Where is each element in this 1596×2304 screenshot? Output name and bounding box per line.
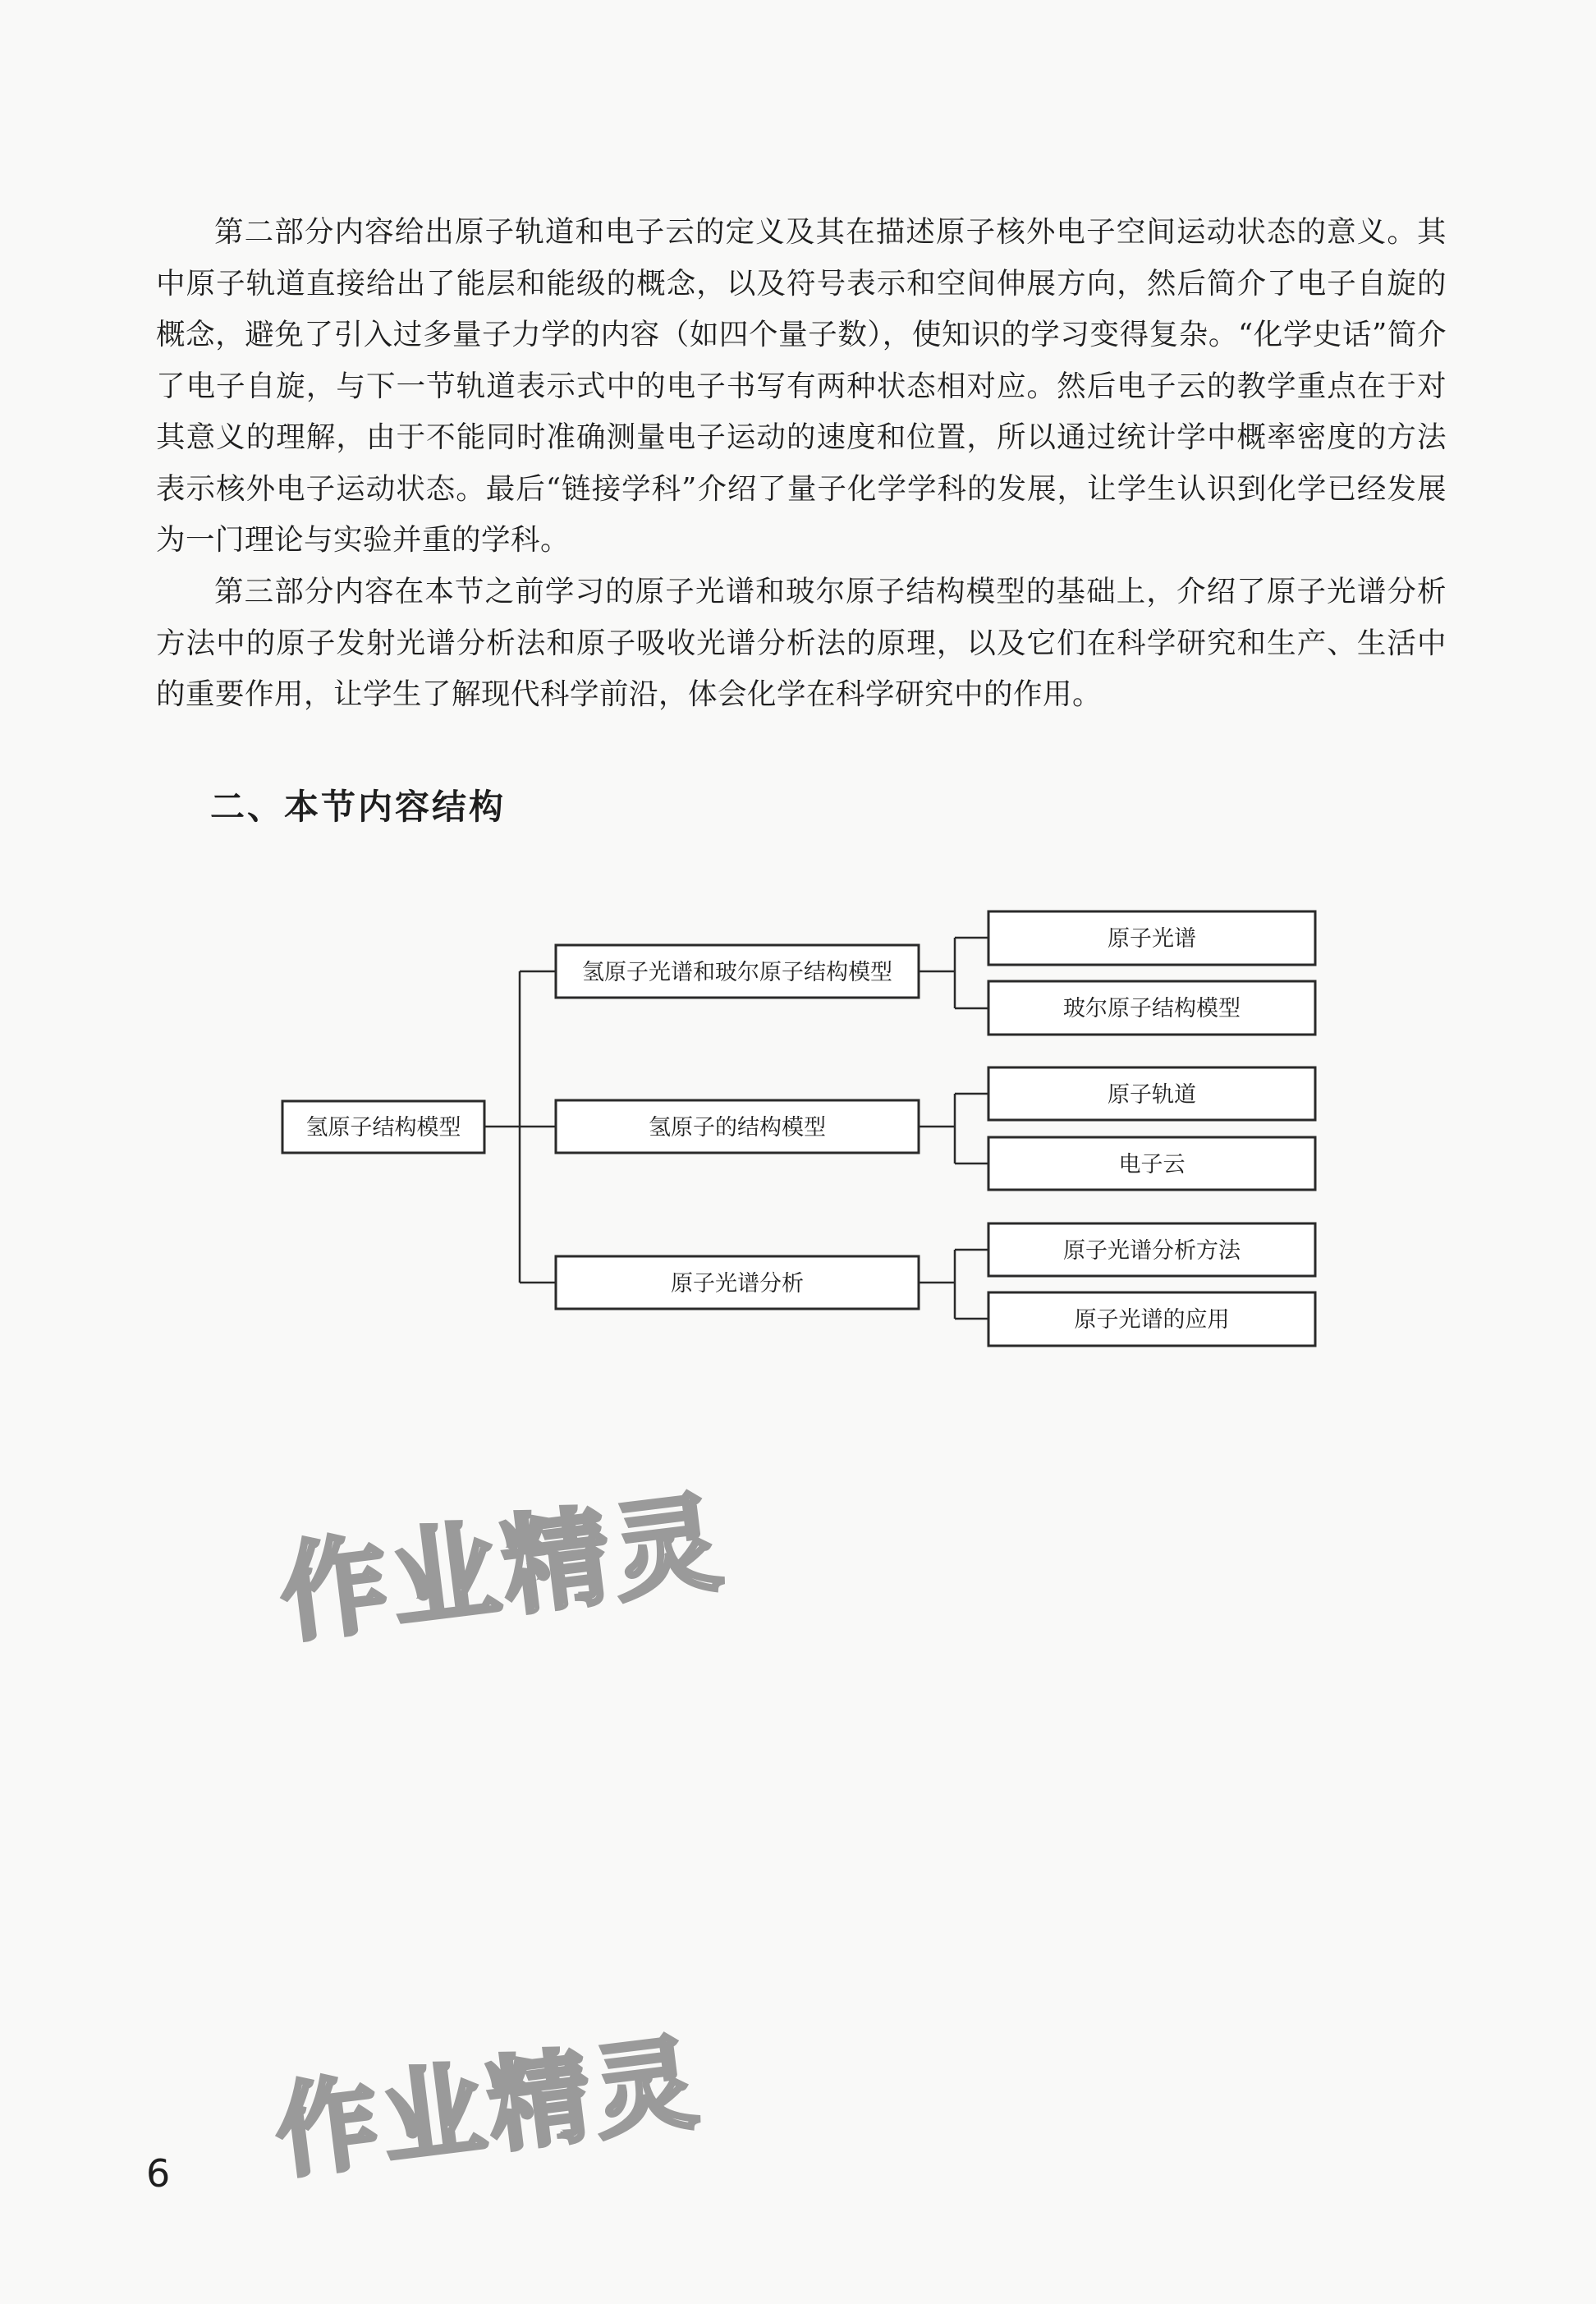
section-heading: 二、本节内容结构: [210, 787, 507, 827]
watermark-text: 作业精灵: [269, 2023, 709, 2193]
connector-root-to-branches: [484, 971, 556, 1283]
diagram-node-branch-2-child-1-label: 原子轨道: [1108, 1082, 1196, 1108]
diagram-node-branch-2: [556, 1100, 919, 1153]
diagram-node-branch-1: [556, 945, 919, 998]
diagram-node-branch-3-child-1-label: 原子光谱分析方法: [1063, 1238, 1241, 1264]
body-paragraph-part-two: 第二部分内容给出原子轨道和电子云的定义及其在描述原子核外电子空间运动状态的意义。其中原子轨道直接给出了能层和能级的概念，以及符号表示和空间伸展方向，然后简介了电子自旋的概念，避免了引入过多量子力学的内容（如四个量子数），使知识的学习变得复杂。“化学史话”简介了电子自旋，与下一节轨道表示式中的电子书写有两种状态相对应。然后电子云的教学重点在于对其意义的理解，由于不能同时准确测量电子运动的速度和位置，所以通过统计学中概率密度的方法表示核外电子运动状态。最后“链接学科”介绍了量子化学学科的发展，让学生认识到化学已经发展为一门理论与实验并重的学科。: [156, 215, 1447, 557]
diagram-node-branch-2-child-2-label: 电子云: [1118, 1152, 1186, 1177]
body-paragraph-part-three: 第三部分内容在本节之前学习的原子光谱和玻尔原子结构模型的基础上，介绍了原子光谱分析方法中的原子发射光谱分析法和原子吸收光谱分析法的原理，以及它们在科学研究和生产、生活中的重要作用，让学生了解现代科学前沿，体会化学在科学研究中的作用。: [156, 575, 1447, 711]
diagram-node-branch-3-child-2: [988, 1292, 1315, 1346]
diagram-node-branch-2-child-2: [988, 1137, 1315, 1190]
diagram-node-branch-3-label: 原子光谱分析: [671, 1271, 804, 1297]
diagram-node-branch-1-child-2-label: 玻尔原子结构模型: [1063, 996, 1241, 1021]
diagram-node-branch-2-label: 氢原子的结构模型: [649, 1115, 826, 1141]
diagram-node-root: [282, 1101, 484, 1153]
connector-branch-2-children: [919, 1094, 988, 1163]
connector-branch-3-children: [919, 1250, 988, 1319]
diagram-node-branch-1-child-1: [988, 911, 1315, 965]
connector-branch-1-children: [919, 938, 988, 1008]
watermark-text: 作业精灵: [273, 1479, 732, 1658]
diagram-node-branch-1-child-2: [988, 981, 1315, 1035]
diagram-node-root-label: 氢原子结构模型: [305, 1115, 461, 1141]
diagram-node-branch-3-child-2-label: 原子光谱的应用: [1074, 1307, 1230, 1333]
diagram-node-branch-2-child-1: [988, 1067, 1315, 1120]
diagram-node-branch-1-label: 氢原子光谱和玻尔原子结构模型: [582, 960, 892, 985]
diagram-node-branch-3-child-1: [988, 1223, 1315, 1276]
diagram-node-branch-3: [556, 1256, 919, 1309]
page-number: 6: [146, 2151, 171, 2196]
diagram-node-branch-1-child-1-label: 原子光谱: [1108, 926, 1196, 952]
